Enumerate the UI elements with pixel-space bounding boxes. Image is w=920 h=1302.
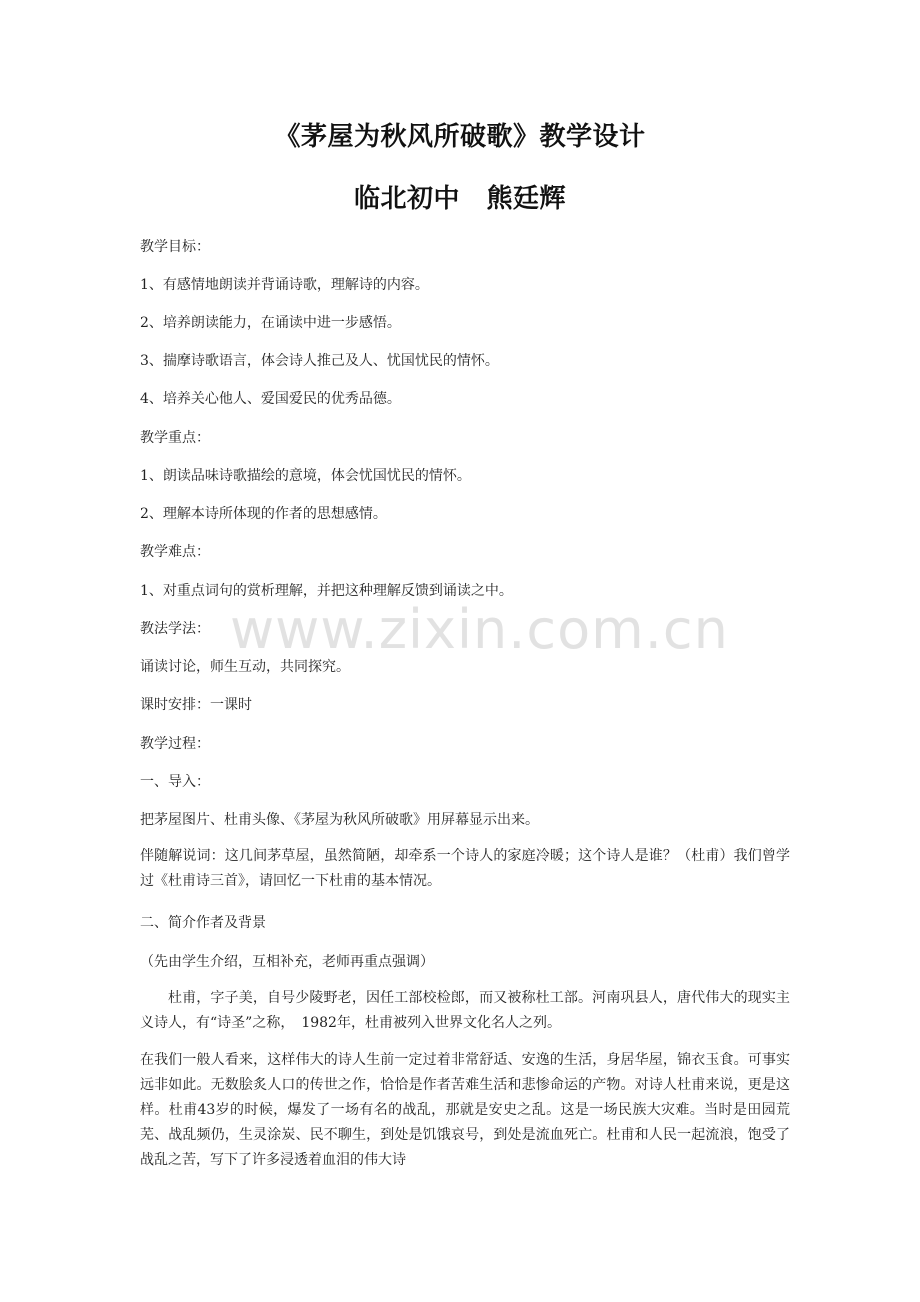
intro-text: 把茅屋图片、杜甫头像、《茅屋为秋风所破歌》用屏幕显示出来。 <box>140 812 539 828</box>
watermark: www.zixin.com.cn <box>230 598 729 661</box>
goal-item: 3、揣摩诗歌语言，体会诗人推己及人、忧国忧民的情怀。 <box>140 353 499 369</box>
author-note: （先由学生介绍，互相补充，老师再重点强调） <box>140 954 434 970</box>
goal-item: 1、有感情地朗读并背诵诗歌，理解诗的内容。 <box>140 277 429 293</box>
process-heading: 教学过程： <box>140 736 210 752</box>
goals-heading: 教学目标： <box>140 239 210 255</box>
key-heading: 教学重点： <box>140 430 210 446</box>
difficulty-heading: 教学难点： <box>140 544 210 560</box>
methods-heading: 教法学法： <box>140 621 210 637</box>
goal-item: 2、培养朗读能力，在诵读中进一步感悟。 <box>140 315 401 331</box>
methods-text: 诵读讨论，师生互动，共同探究。 <box>140 659 350 675</box>
author-line: 临北初中 熊廷辉 <box>353 184 566 214</box>
author-bio: 杜甫，字子美，自号少陵野老，因任工部校检郎，而又被称杜工部。河南巩县人，唐代伟大的现实主义诗人，有“诗圣”之称， 1982年，杜甫被列入世界文化名人之列。 <box>140 990 790 1031</box>
author-heading: 二、简介作者及背景 <box>140 915 266 931</box>
intro-commentary: 伴随解说词：这几间茅草屋，虽然简陋，却牵系一个诗人的家庭冷暖；这个诗人是谁？（杜甫）我们曾学过《杜甫诗三首》，请回忆一下杜甫的基本情况。 <box>140 848 790 889</box>
key-point: 2、理解本诗所体现的作者的思想感情。 <box>140 506 387 522</box>
schedule-text: 课时安排：一课时 <box>140 697 252 713</box>
difficulty-point: 1、对重点词句的赏析理解，并把这种理解反馈到诵读之中。 <box>140 583 513 599</box>
page-title: 《茅屋为秋风所破歌》教学设计 <box>274 122 646 152</box>
goal-item: 4、培养关心他人、爱国爱民的优秀品德。 <box>140 391 401 407</box>
background-text: 在我们一般人看来，这样伟大的诗人生前一定过着非常舒适、安逸的生活，身居华屋，锦衣玉食。可事实远非如此。无数脍炙人口的传世之作，恰恰是作者苦难生活和悲惨命运的产物。对诗人杜甫来说，更是这样。杜甫43岁的时候，爆发了一场有名的战乱，那就是安史之乱。这是一场民族大灾难。当时是田园荒芜、战乱频仍，生灵涂炭、民不聊生，到处是饥饿哀号，到处是流血死亡。杜甫和人民一起流浪，饱受了战乱之苦，写下了许多浸透着血泪的伟大诗 <box>140 1052 790 1168</box>
intro-heading: 一、导入： <box>140 774 210 790</box>
key-point: 1、朗读品味诗歌描绘的意境，体会忧国忧民的情怀。 <box>140 468 471 484</box>
